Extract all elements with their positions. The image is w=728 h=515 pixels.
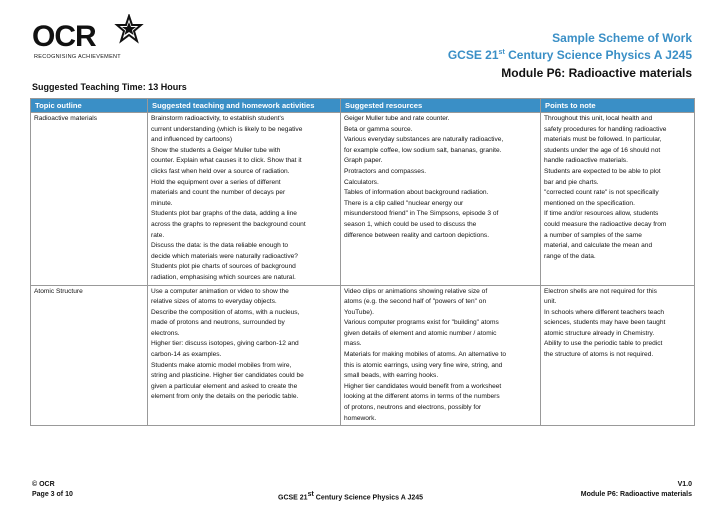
footer-module: Module P6: Radioactive materials bbox=[580, 491, 692, 498]
logo-tagline: RECOGNISING ACHIEVEMENT bbox=[34, 54, 121, 60]
table-row bbox=[31, 285, 695, 426]
ocr-logo bbox=[32, 22, 142, 66]
resources-line: of protons, neutrons and electrons, possibly for bbox=[344, 404, 482, 412]
table-header-row bbox=[31, 99, 695, 113]
notes-line: could measure the radioactive decay from bbox=[544, 220, 667, 228]
footer-page-number: Page 3 of 10 bbox=[32, 491, 73, 498]
resources-line: mass. bbox=[344, 340, 362, 348]
notes-line: "corrected count rate" is not specifically bbox=[544, 189, 659, 197]
resources-line: Various everyday substances are naturally radioactive, bbox=[344, 136, 504, 144]
notes-cell bbox=[541, 285, 695, 426]
activities-line: clicks fast when held over a source of radiation. bbox=[151, 167, 290, 175]
activities-line: materials and count the number of decays per bbox=[151, 189, 286, 197]
activities-line: current understanding (which is likely to be negative bbox=[151, 125, 303, 133]
resources-line: Calculators. bbox=[344, 178, 379, 186]
activities-line: Brainstorm radioactivity, to establish student's bbox=[151, 115, 285, 122]
resources-line: small beads, with earring hooks. bbox=[344, 372, 439, 380]
activities-line: carbon-14 as examples. bbox=[151, 351, 222, 359]
header-teaching-activities: Suggested teaching and homework activities bbox=[148, 99, 341, 113]
resources-line: atoms (e.g. the second half of "powers of ten" on bbox=[344, 298, 487, 306]
notes-line: Students are expected to be able to plot bbox=[544, 167, 661, 175]
resources-line: given details of element and atomic number / atomic bbox=[344, 329, 497, 337]
notes-line: Ability to use the periodic table to predict bbox=[544, 340, 663, 348]
notes-cell bbox=[541, 113, 695, 286]
table-row bbox=[31, 113, 695, 286]
resources-line: Beta or gamma source. bbox=[344, 125, 413, 133]
header-title: Sample Scheme of Work bbox=[552, 31, 692, 45]
activities-line: electrons. bbox=[151, 329, 180, 337]
topic-cell: Atomic Structure bbox=[31, 285, 148, 426]
teaching-time: Suggested Teaching Time: 13 Hours bbox=[32, 82, 187, 92]
resources-line: this is atomic earrings, using very fine wire, string, and bbox=[344, 361, 503, 369]
activities-line: Higher tier: discuss isotopes, giving carbon-12 and bbox=[151, 340, 299, 348]
activities-line: counter. Explain what causes it to click. Show that it bbox=[151, 157, 302, 165]
logo-text: OCR bbox=[32, 20, 96, 53]
activities-line: radiation, emphasising which sources are natural. bbox=[151, 273, 296, 281]
activities-cell bbox=[148, 113, 341, 286]
resources-line: Graph paper. bbox=[344, 157, 383, 165]
header-topic-outline: Topic outline bbox=[31, 99, 148, 113]
resources-line: Higher tier candidates would benefit from a worksheet bbox=[344, 382, 502, 390]
activities-line: minute. bbox=[151, 199, 173, 207]
footer-copyright: © OCR bbox=[32, 481, 55, 488]
notes-line: a number of samples of the same bbox=[544, 231, 642, 239]
resources-cell bbox=[341, 113, 541, 286]
resources-line: Materials for making mobiles of atoms. An alternative to bbox=[344, 351, 506, 359]
activities-line: Use a computer animation or video to show the bbox=[151, 287, 289, 295]
activities-line: string and plasticine. Higher tier candidates could be bbox=[151, 372, 304, 380]
footer-version: V1.0 bbox=[677, 481, 692, 488]
activities-line: Students plot bar graphs of the data, adding a line bbox=[151, 210, 297, 218]
header-resources: Suggested resources bbox=[341, 99, 541, 113]
header-points-to-note: Points to note bbox=[541, 99, 695, 113]
notes-line: Electron shells are not required for this bbox=[544, 287, 657, 295]
resources-line: misunderstood friend" in The Simpsons, episode 3 of bbox=[344, 210, 499, 218]
activities-line: Show the students a Geiger Muller tube with bbox=[151, 146, 281, 154]
activities-line: made of protons and neutrons, surrounded by bbox=[151, 319, 285, 327]
resources-line: Geiger Muller tube and rate counter. bbox=[344, 115, 450, 122]
activities-line: Students make atomic model mobiles from wire, bbox=[151, 361, 292, 369]
notes-line: the structure of atoms is not required. bbox=[544, 351, 654, 359]
resources-line: Video clips or animations showing relative size of bbox=[344, 287, 488, 295]
notes-line: range of the data. bbox=[544, 252, 596, 260]
activities-line: given a particular element and asked to create the bbox=[151, 382, 298, 390]
resources-line: YouTube). bbox=[344, 308, 374, 316]
notes-line: If time and/or resources allow, students bbox=[544, 210, 659, 218]
activities-line: relative sizes of atoms to everyday objects. bbox=[151, 298, 277, 306]
notes-line: material, and calculate the mean and bbox=[544, 242, 653, 250]
activities-line: Describe the composition of atoms, with a nucleus, bbox=[151, 308, 300, 316]
star-logo-icon bbox=[114, 14, 144, 44]
resources-line: looking at the different atoms in terms of the numbers bbox=[344, 393, 500, 401]
activities-line: rate. bbox=[151, 231, 165, 239]
notes-line: unit. bbox=[544, 298, 557, 306]
notes-line: In schools where different teachers teach bbox=[544, 308, 665, 316]
activities-cell bbox=[148, 285, 341, 426]
notes-line: Throughout this unit, local health and bbox=[544, 115, 653, 122]
resources-line: Protractors and compasses. bbox=[344, 167, 427, 175]
resources-line: There is a clip called "nuclear energy our bbox=[344, 199, 464, 207]
notes-line: bar and pie charts. bbox=[544, 178, 599, 186]
topic-cell: Radioactive materials bbox=[31, 113, 148, 286]
notes-line: students under the age of 16 should not bbox=[544, 146, 661, 154]
resources-line: Tables of information about background radiation. bbox=[344, 189, 489, 197]
header-course: GCSE 21st Century Science Physics A J245 bbox=[447, 48, 692, 62]
activities-line: Hold the equipment over a series of different bbox=[151, 178, 281, 186]
resources-line: for example coffee, low sodium salt, bananas, granite. bbox=[344, 146, 502, 154]
resources-line: season 1, which could be used to discuss the bbox=[344, 220, 477, 228]
notes-line: safety procedures for handling radioactive bbox=[544, 125, 667, 133]
activities-line: across the graphs to represent the background count bbox=[151, 220, 306, 228]
notes-line: handle radioactive materials. bbox=[544, 157, 628, 165]
activities-line: and influenced by cartoons) bbox=[151, 136, 233, 144]
activities-line: element from only the details on the periodic table. bbox=[151, 393, 299, 401]
header-module: Module P6: Radioactive materials bbox=[501, 66, 692, 80]
resources-line: difference between reality and cartoon depictions. bbox=[344, 231, 490, 239]
activities-line: Students plot pie charts of sources of background bbox=[151, 263, 296, 271]
notes-line: sciences, students may have been taught bbox=[544, 319, 666, 327]
scheme-table bbox=[30, 98, 695, 426]
resources-line: homework. bbox=[344, 414, 377, 422]
notes-line: atomic structure already in Chemistry. bbox=[544, 329, 655, 337]
activities-line: decide which materials were naturally radioactive? bbox=[151, 252, 298, 260]
notes-line: mentioned on the specification. bbox=[544, 199, 635, 207]
footer-course: GCSE 21st Century Science Physics A J245 bbox=[278, 491, 424, 502]
notes-line: materials must be followed. In particular, bbox=[544, 136, 662, 144]
activities-line: Discuss the data: is the data reliable enough to bbox=[151, 242, 289, 250]
resources-line: Various computer programs exist for "building" atoms bbox=[344, 319, 499, 327]
resources-cell bbox=[341, 285, 541, 426]
